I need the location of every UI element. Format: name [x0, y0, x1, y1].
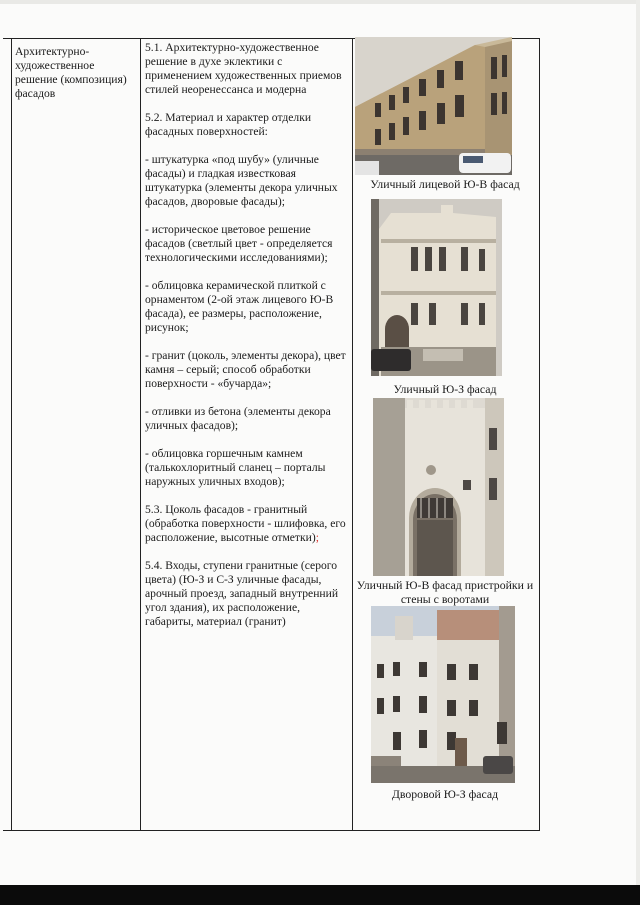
paragraph: - облицовка горшечным камнем (талькохлоритный сланец – порталы наружных уличных входов); [145, 447, 326, 488]
gate-photo [373, 398, 504, 576]
paragraph: - отливки из бетона (элементы декора уличных фасадов); [145, 405, 331, 432]
paragraph: 5.4. Входы, ступени гранитные (серого цвета) (Ю-З и С-З уличные фасады, арочный проезд, западный внутренний угол здания), их расположение, габариты, материал (гранит) [145, 559, 339, 628]
section-title: Архитектурно-художественное решение (композиция) фасадов [15, 45, 127, 100]
scan-edge-top [0, 0, 640, 4]
paragraph-text: 5.3. Цоколь фасадов - гранитный (обработка поверхности - шлифовка, его расположение, высотные отметки) [145, 503, 346, 544]
paragraph: - гранит (цоколь, элементы декора), цвет камня – серый; способ обработки поверхности - «бучарда»; [145, 349, 346, 390]
building-photo [371, 199, 502, 376]
paragraph: - облицовка керамической плиткой с орнаментом (2-ой этаж лицевого Ю-В фасада), ее размеры, расположение, рисунок; [145, 279, 334, 334]
paragraph [145, 503, 347, 545]
red-mark: ; [315, 531, 319, 544]
scan-edge-right [636, 0, 640, 905]
requirements-text [145, 41, 347, 643]
paragraph: 5.2. Материал и характер отделки фасадных поверхностей: [145, 111, 312, 138]
courtyard-photo [371, 606, 515, 783]
photo-caption: Дворовой Ю-З фасад [391, 787, 499, 801]
scan-edge-bottom [0, 885, 640, 905]
photo-caption: Уличный Ю-З фасад [393, 382, 497, 396]
photo-caption: Уличный Ю-В фасад пристройки и стены с воротами [356, 578, 534, 606]
photo-caption: Уличный лицевой Ю-В фасад [370, 177, 520, 191]
paragraph: 5.1. Архитектурно-художественное решение в духе эклектики с применением художественных приемов стилей неоренессанса и модерна [145, 41, 342, 96]
paragraph: - штукатурка «под шубу» (уличные фасады) и гладкая известковая штукатурка (элементы декора уличных фасадов, дворовые фасады); [145, 153, 338, 208]
paragraph: - историческое цветовое решение фасадов (светлый цвет - определяется технологическими исследованиями); [145, 223, 333, 264]
building-photo [355, 37, 512, 175]
